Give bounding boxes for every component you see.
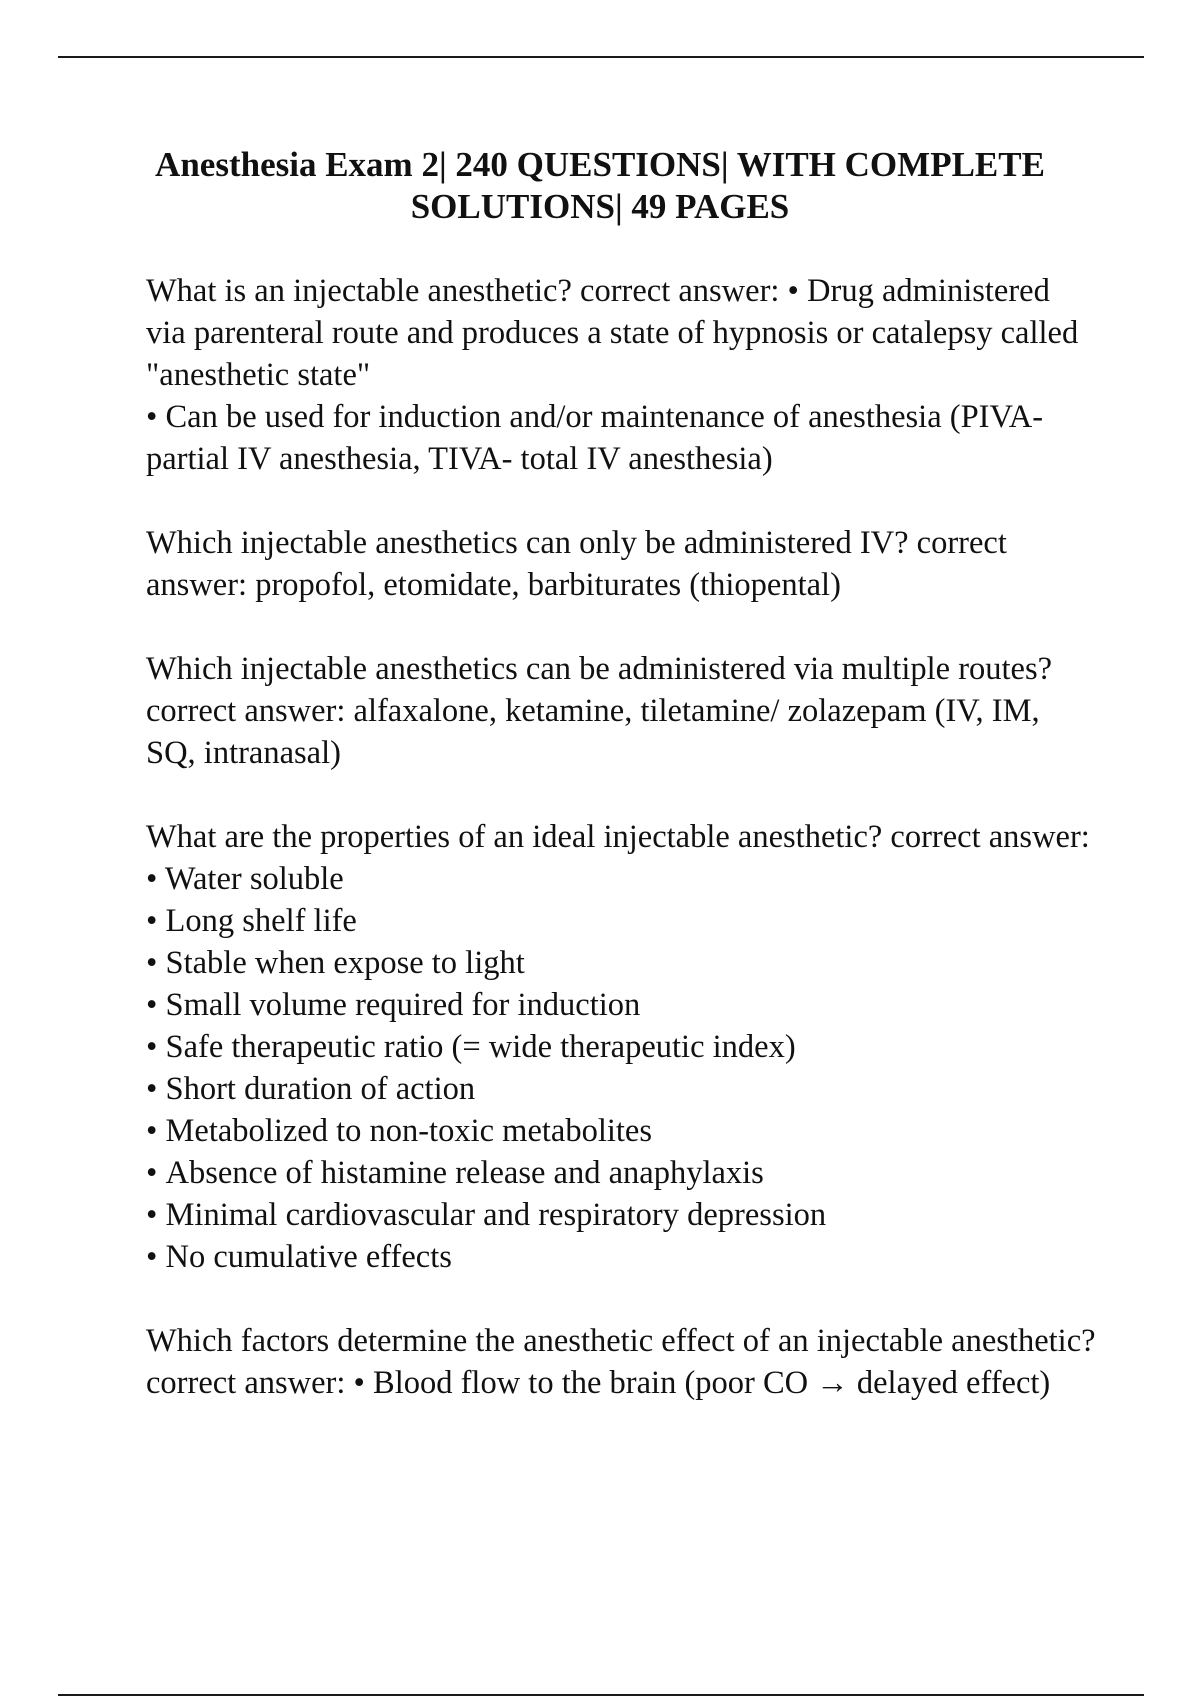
list-item: • Safe therapeutic ratio (= wide therapeutic index) — [146, 1026, 1096, 1068]
list-item: • Long shelf life — [146, 900, 1096, 942]
list-item: • No cumulative effects — [146, 1236, 1096, 1278]
top-rule — [58, 56, 1144, 58]
properties-list — [146, 900, 1096, 1278]
page-title: Anesthesia Exam 2| 240 QUESTIONS| WITH COMPLETE SOLUTIONS| 49 PAGES — [155, 145, 1045, 226]
qa-paragraph: What is an injectable anesthetic? correct answer: • Drug administered via parenteral route and produces a state of hypnosis or catalepsy called "anesthetic state" — [146, 273, 1079, 393]
list-item: • Stable when expose to light — [146, 942, 1096, 984]
qa-paragraph: • Can be used for induction and/or maintenance of anesthesia (PIVA- partial IV anesthesia, TIVA- total IV anesthesia) — [146, 399, 1044, 477]
list-item: • Minimal cardiovascular and respiratory depression — [146, 1194, 1096, 1236]
qa-paragraph: Which injectable anesthetics can be administered via multiple routes? correct answer: alfaxalone, ketamine, tiletamine/ zolazepam (IV, IM, SQ, intranasal) — [146, 651, 1053, 771]
list-item: • Short duration of action — [146, 1068, 1096, 1110]
qa-paragraph: Which injectable anesthetics can only be administered IV? correct answer: propofol, etomidate, barbiturates (thiopental) — [146, 525, 1007, 603]
list-item: • Small volume required for induction — [146, 984, 1096, 1026]
qa-question: What are the properties of an ideal injectable anesthetic? correct answer: • Water soluble — [146, 819, 1090, 897]
bottom-rule — [58, 1694, 1144, 1696]
qa-item-injectable-anesthetic — [146, 270, 1096, 480]
list-item: • Metabolized to non-toxic metabolites — [146, 1110, 1096, 1152]
qa-item-determining-factors — [146, 1320, 1096, 1404]
qa-item-ideal-properties — [146, 816, 1096, 1278]
qa-item-iv-only — [146, 522, 1096, 606]
document-body — [146, 270, 1096, 1446]
list-item: • Absence of histamine release and anaphylaxis — [146, 1152, 1096, 1194]
qa-paragraph: Which factors determine the anesthetic effect of an injectable anesthetic? correct answer: • Blood flow to the brain (poor CO → delayed effect) — [146, 1323, 1096, 1401]
qa-item-multiple-routes — [146, 648, 1096, 774]
